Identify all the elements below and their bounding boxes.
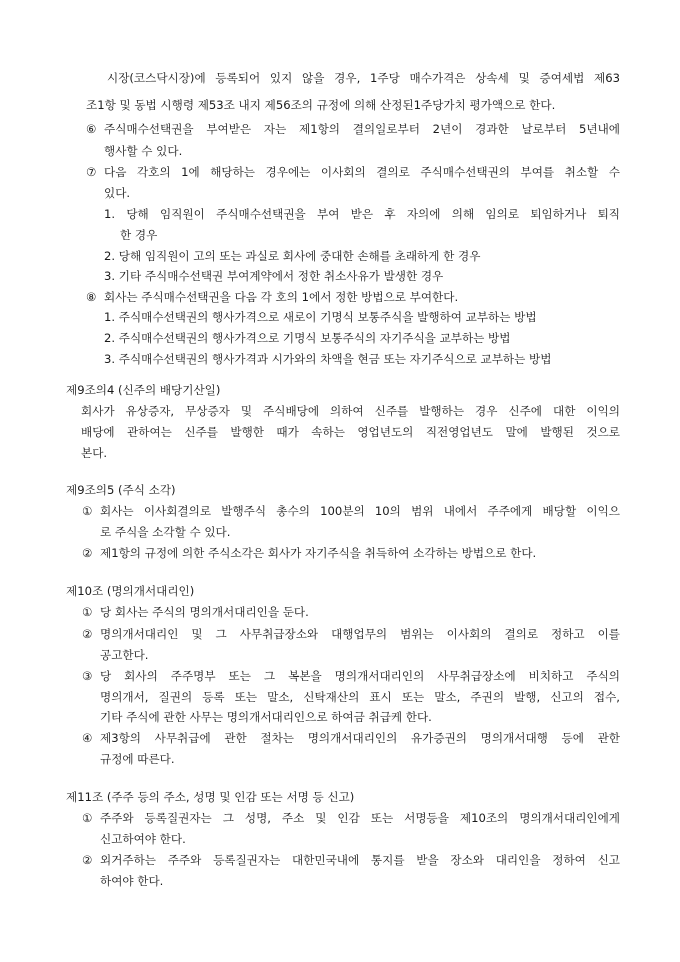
item-number: ② xyxy=(82,627,93,641)
paragraph-line: 회사는 주식매수선택권을 다음 각 호의 1에서 정한 방법으로 부여한다. xyxy=(104,290,459,304)
article-heading: 제9조의4 (신주의 배당기산일) xyxy=(66,383,221,397)
sub-item: 한 경우 xyxy=(120,228,158,242)
sub-item: 1. 주식매수선택권의 행사가격으로 새로이 기명식 보통주식을 발행하여 교부하는 방법 xyxy=(104,310,537,324)
paragraph-line: 외거주하는 주주와 등록질권자는 대한민국내에 통지를 받을 장소와 대리인을 정하여 신고 xyxy=(100,853,620,867)
paragraph-line: 명의개서대리인 및 그 사무취급장소와 대행업무의 범위는 이사회의 결의로 정하고 이를 xyxy=(100,627,620,641)
paragraph-line: 본다. xyxy=(81,446,108,460)
item-number: ⑦ xyxy=(86,165,97,179)
sub-item: 2. 주식매수선택권의 행사가격으로 기명식 보통주식의 자기주식을 교부하는 방법 xyxy=(104,331,511,345)
item-number: ① xyxy=(82,504,93,518)
item-number: ① xyxy=(82,605,93,619)
paragraph-line: 회사는 이사회결의로 발행주식 총수의 100분의 10의 범위 내에서 주주에게 배당할 이익으 xyxy=(100,504,620,518)
paragraph-line: 하여야 한다. xyxy=(100,874,164,888)
paragraph-line: 당 회사는 주식의 명의개서대리인을 둔다. xyxy=(100,605,309,619)
paragraph-line: 기타 주식에 관한 사무는 명의개서대리인으로 하여금 취급케 한다. xyxy=(100,710,432,724)
paragraph-line: 회사가 유상증자, 무상증자 및 주식배당에 의하여 신주를 발행하는 경우 신주에 대한 이익의 xyxy=(81,404,620,418)
paragraph-line: 규정에 따른다. xyxy=(100,752,175,766)
sub-item: 3. 기타 주식매수선택권 부여계약에서 정한 취소사유가 발생한 경우 xyxy=(104,269,444,283)
paragraph-line: 다음 각호의 1에 해당하는 경우에는 이사회의 결의로 주식매수선택권의 부여를 취소할 수 xyxy=(104,165,620,179)
paragraph-line: 공고한다. xyxy=(100,648,149,662)
article-heading: 제11조 (주주 등의 주소, 성명 및 인감 또는 서명 등 신고) xyxy=(66,790,355,804)
item-number: ④ xyxy=(82,731,93,745)
item-number: ③ xyxy=(82,669,93,683)
sub-item: 1. 당해 임직원이 주식매수선택권을 부여 받은 후 자의에 의해 임의로 퇴임하거나 퇴직 xyxy=(104,207,620,221)
paragraph-line: 주식매수선택권을 부여받은 자는 제1항의 결의일로부터 2년이 경과한 날로부터 5년내에 xyxy=(104,122,620,136)
paragraph-line: 명의개서, 질권의 등록 또는 말소, 신탁재산의 표시 또는 말소, 주권의 발행, 신고의 접수, xyxy=(100,690,620,704)
paragraph-line: 신고하여야 한다. xyxy=(100,832,186,846)
paragraph-line: 로 주식을 소각할 수 있다. xyxy=(100,525,231,539)
paragraph-line: 당 회사의 주주명부 또는 그 복본을 명의개서대리인의 사무취급장소에 비치하고 주식의 xyxy=(100,669,620,683)
paragraph-line: 행사할 수 있다. xyxy=(104,144,183,158)
item-number: ① xyxy=(82,811,93,825)
item-number: ⑧ xyxy=(86,290,97,304)
intro-line: 조1항 및 동법 시행령 제53조 내지 제56조의 규정에 의해 산정된1주당가치 평가액으로 한다. xyxy=(86,98,556,112)
paragraph-line: 있다. xyxy=(104,186,131,200)
paragraph-line: 제1항의 규정에 의한 주식소각은 회사가 자기주식을 취득하여 소각하는 방법으로 한다. xyxy=(100,546,537,560)
sub-item: 2. 당해 임직원이 고의 또는 과실로 회사에 중대한 손해를 초래하게 한 경우 xyxy=(104,249,481,263)
item-number: ② xyxy=(82,546,93,560)
paragraph-line: 주주와 등록질권자는 그 성명, 주소 및 인감 또는 서명등을 제10조의 명의개서대리인에게 xyxy=(100,811,620,825)
article-heading: 제9조의5 (주식 소각) xyxy=(66,483,176,497)
sub-item: 3. 주식매수선택권의 행사가격과 시가와의 차액을 현금 또는 자기주식으로 교부하는 방법 xyxy=(104,352,552,366)
paragraph-line: 제3항의 사무취급에 관한 절차는 명의개서대리인의 유가증권의 명의개서대행 등에 관한 xyxy=(100,731,620,745)
paragraph-line: 배당에 관하여는 신주를 발행한 때가 속하는 영업년도의 직전영업년도 말에 발행된 것으로 xyxy=(81,425,620,439)
intro-line: 시장(코스닥시장)에 등록되어 있지 않을 경우, 1주당 매수가격은 상속세 및 증여세법 제63 xyxy=(107,71,620,85)
article-heading: 제10조 (명의개서대리인) xyxy=(66,584,195,598)
item-number: ⑥ xyxy=(86,122,97,136)
item-number: ② xyxy=(82,853,93,867)
